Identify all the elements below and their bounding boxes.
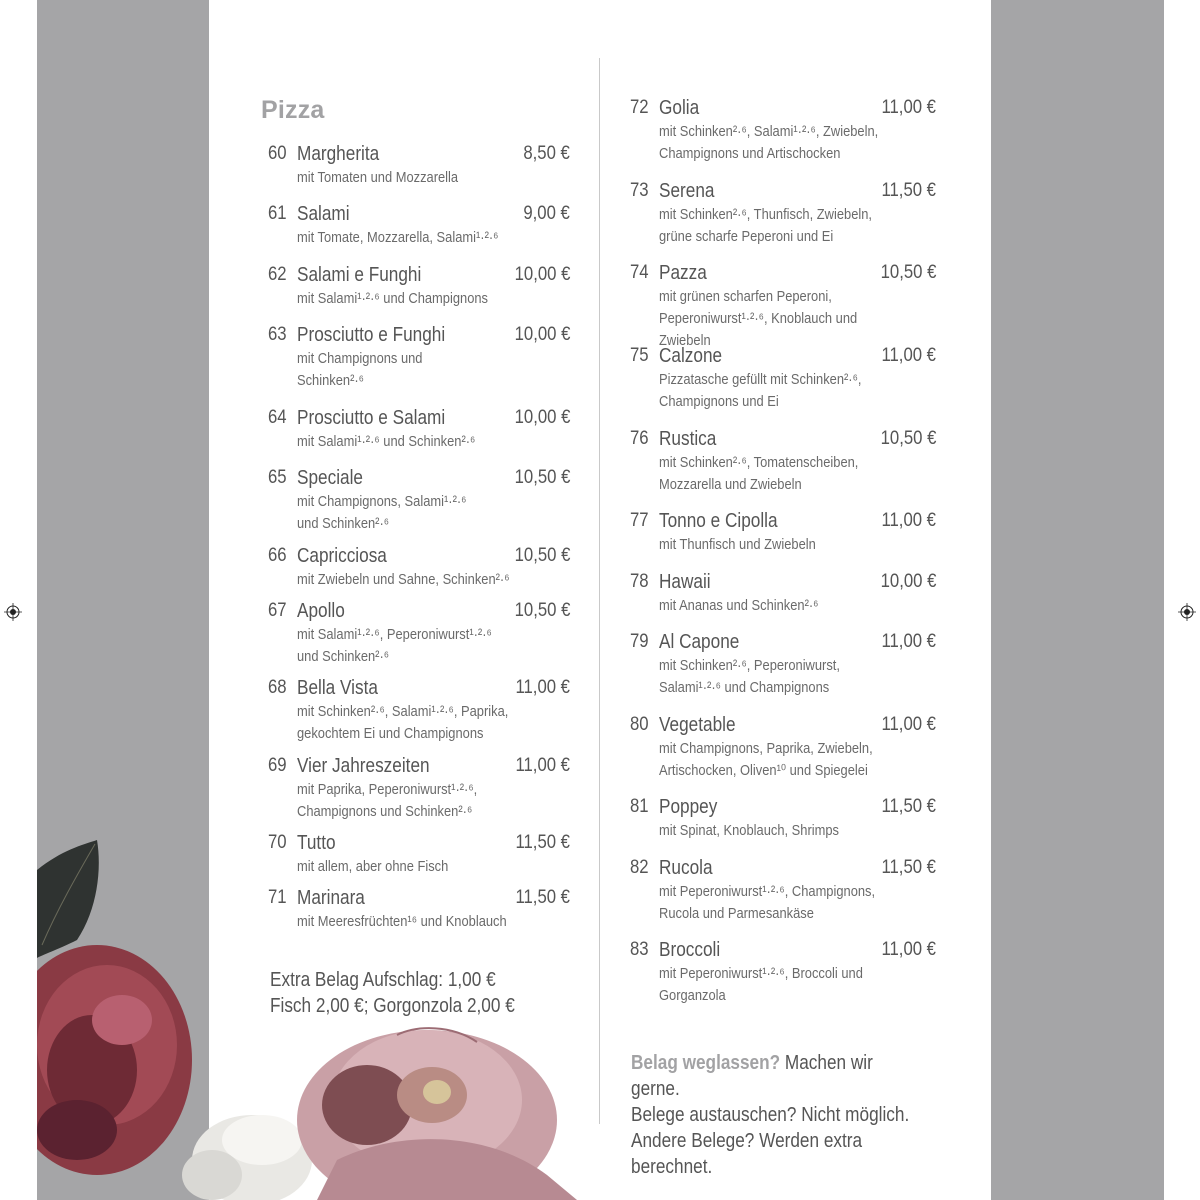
item-name: Salami e Funghi (297, 264, 422, 286)
item-name: Serena (659, 180, 715, 202)
item-number: 64 (268, 407, 287, 428)
item-number: 73 (630, 180, 649, 201)
item-name: Tutto (297, 832, 336, 854)
registration-mark-icon (4, 603, 22, 621)
item-description: mit Salami¹·²·⁶, Peperoniwurst¹·²·⁶ und Schinken²·⁶ (297, 626, 492, 665)
item-name: Apollo (297, 600, 345, 622)
item-number: 75 (630, 345, 649, 366)
item-name: Prosciutto e Salami (297, 407, 446, 429)
item-name: Calzone (659, 345, 723, 367)
item-description: mit Meeresfrüchten¹⁶ und Knoblauch (297, 913, 507, 930)
item-name: Golia (659, 97, 700, 119)
item-description: mit Salami¹·²·⁶ und Schinken²·⁶ (297, 433, 476, 450)
item-description: mit Ananas und Schinken²·⁶ (659, 597, 819, 614)
item-description: mit Schinken²·⁶, Tomatenscheiben, Mozzarella und Zwiebeln (659, 454, 859, 493)
item-price: 10,50 € (514, 545, 570, 566)
item-description: mit grünen scharfen Peperoni, Peperoniwurst¹·²·⁶, Knoblauch und Zwiebeln (659, 288, 858, 349)
item-price: 10,00 € (514, 324, 570, 345)
section-title: Pizza (261, 96, 325, 124)
item-name: Vegetable (659, 714, 736, 736)
item-price: 10,00 € (514, 264, 570, 285)
item-description: mit Paprika, Peperoniwurst¹·²·⁶, Champignons und Schinken²·⁶ (297, 781, 478, 820)
item-name: Broccoli (659, 939, 721, 961)
item-name: Rustica (659, 428, 717, 450)
item-number: 65 (268, 467, 287, 488)
item-description: mit Peperoniwurst¹·²·⁶, Champignons, Rucola und Parmesankäse (659, 883, 876, 922)
item-description: mit Champignons und Schinken²·⁶ (297, 350, 423, 389)
item-price: 10,50 € (880, 262, 936, 283)
item-price: 11,00 € (881, 631, 936, 652)
extra-topping-note: Extra Belag Aufschlag: 1,00 € Fisch 2,00 €; Gorgonzola 2,00 € (270, 969, 515, 1017)
item-description: mit Schinken²·⁶, Salami¹·²·⁶, Zwiebeln, Champignons und Artischocken (659, 123, 879, 162)
item-name: Hawaii (659, 571, 711, 593)
item-price: 11,50 € (881, 796, 936, 817)
item-description: mit Tomate, Mozzarella, Salami¹·²·⁶ (297, 229, 499, 246)
registration-mark-icon (1178, 603, 1196, 621)
item-number: 72 (630, 97, 649, 118)
item-number: 69 (268, 755, 287, 776)
topping-policy-line: Belege austauschen? Nicht möglich. (631, 1104, 910, 1126)
item-name: Vier Jahreszeiten (297, 755, 430, 777)
item-price: 11,00 € (881, 345, 936, 366)
item-name: Tonno e Cipolla (659, 510, 778, 532)
item-number: 81 (630, 796, 649, 817)
item-price: 10,00 € (880, 571, 936, 592)
item-name: Capricciosa (297, 545, 387, 567)
item-name: Prosciutto e Funghi (297, 324, 446, 346)
item-name: Pazza (659, 262, 707, 284)
item-price: 11,00 € (515, 755, 570, 776)
item-name: Speciale (297, 467, 363, 489)
topping-policy-answer: Machen wir gerne. (631, 1052, 873, 1100)
column-divider (599, 58, 600, 1124)
item-number: 83 (630, 939, 649, 960)
item-price: 10,50 € (880, 428, 936, 449)
item-price: 10,50 € (514, 467, 570, 488)
item-price: 11,00 € (881, 510, 936, 531)
item-price: 11,00 € (881, 714, 936, 735)
item-price: 11,50 € (881, 857, 936, 878)
item-price: 8,50 € (523, 143, 570, 164)
item-name: Rucola (659, 857, 713, 879)
item-description: mit Thunfisch und Zwiebeln (659, 536, 816, 553)
item-price: 11,50 € (881, 180, 936, 201)
item-number: 63 (268, 324, 287, 345)
item-name: Bella Vista (297, 677, 378, 699)
topping-policy-question: Belag weglassen? (631, 1052, 781, 1074)
item-number: 70 (268, 832, 287, 853)
item-name: Margherita (297, 143, 380, 165)
item-number: 79 (630, 631, 649, 652)
right-gray-band (991, 0, 1164, 1200)
item-number: 71 (268, 887, 287, 908)
item-name: Marinara (297, 887, 365, 909)
item-description: mit Zwiebeln und Sahne, Schinken²·⁶ (297, 571, 510, 588)
item-number: 74 (630, 262, 649, 283)
item-description: mit Spinat, Knoblauch, Shrimps (659, 822, 839, 839)
item-description: mit Peperoniwurst¹·²·⁶, Broccoli und Gorganzola (659, 965, 863, 1004)
item-description: mit Champignons, Paprika, Zwiebeln, Artischocken, Oliven¹⁰ und Spiegelei (659, 740, 873, 779)
item-number: 61 (268, 203, 287, 224)
item-price: 11,00 € (881, 939, 936, 960)
item-description: mit Schinken²·⁶, Peperoniwurst, Salami¹·²·⁶ und Champignons (659, 657, 840, 696)
item-description: mit Salami¹·²·⁶ und Champignons (297, 290, 489, 307)
item-number: 62 (268, 264, 287, 285)
topping-policy-line: Andere Belege? Werden extra berechnet. (631, 1130, 863, 1178)
topping-policy-note (631, 1050, 923, 1180)
item-description: mit Champignons, Salami¹·²·⁶ und Schinken²·⁶ (297, 493, 467, 532)
item-price: 11,00 € (881, 97, 936, 118)
item-name: Al Capone (659, 631, 740, 653)
item-description: mit Schinken²·⁶, Salami¹·²·⁶, Paprika, gekochtem Ei und Champignons (297, 703, 509, 742)
item-number: 78 (630, 571, 649, 592)
item-name: Poppey (659, 796, 718, 818)
item-number: 66 (268, 545, 287, 566)
item-description: mit Tomaten und Mozzarella (297, 169, 459, 186)
item-name: Salami (297, 203, 350, 225)
item-price: 11,50 € (515, 832, 570, 853)
item-number: 77 (630, 510, 649, 531)
item-price: 10,50 € (514, 600, 570, 621)
item-description: Pizzatasche gefüllt mit Schinken²·⁶, Champignons und Ei (659, 371, 862, 410)
item-number: 82 (630, 857, 649, 878)
item-price: 9,00 € (523, 203, 570, 224)
topping-policy-line (631, 1050, 923, 1102)
item-number: 60 (268, 143, 287, 164)
item-number: 80 (630, 714, 649, 735)
item-price: 11,50 € (515, 887, 570, 908)
item-price: 11,00 € (515, 677, 570, 698)
item-number: 76 (630, 428, 649, 449)
item-price: 10,00 € (514, 407, 570, 428)
item-description: mit allem, aber ohne Fisch (297, 858, 449, 875)
item-number: 68 (268, 677, 287, 698)
item-number: 67 (268, 600, 287, 621)
item-description: mit Schinken²·⁶, Thunfisch, Zwiebeln, grüne scharfe Peperoni und Ei (659, 206, 872, 245)
